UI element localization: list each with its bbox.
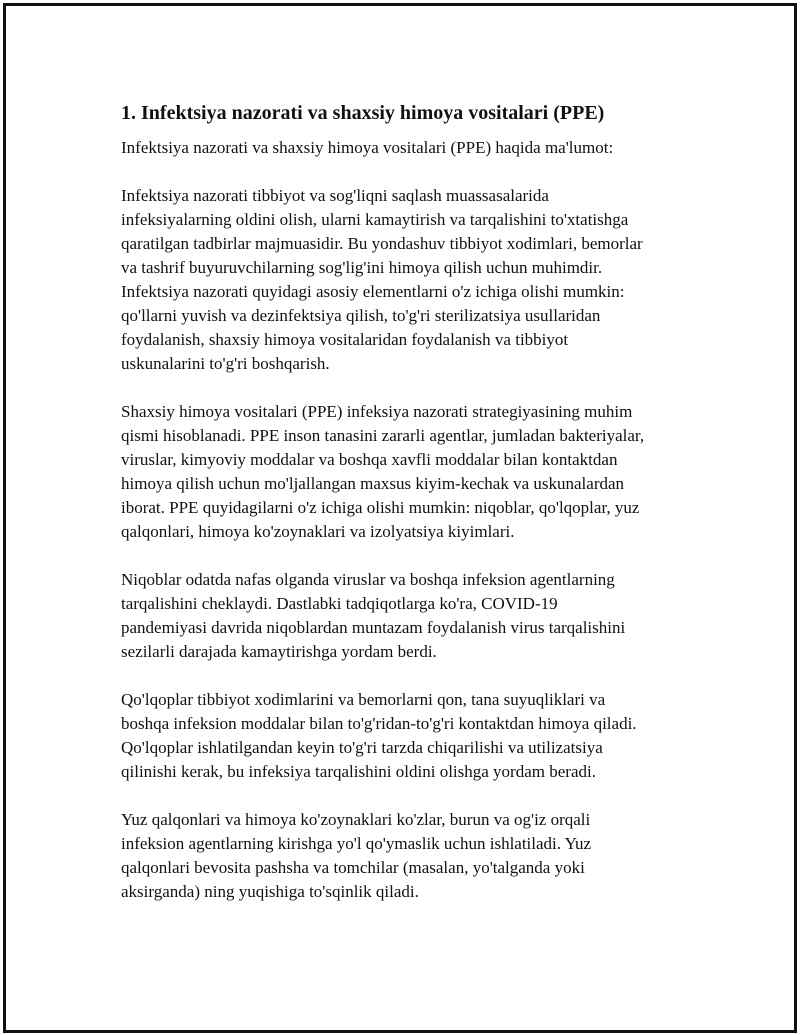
text-line: qalqonlari, himoya ko'zoynaklari va izolyatsiya kiyimlari. [121, 522, 515, 541]
text-line: Infektsiya nazorati quyidagi asosiy elementlarni o'z ichiga olishi mumkin: [121, 282, 625, 301]
paragraph-masks [121, 568, 701, 664]
text-line: aksirganda) ning yuqishiga to'sqinlik qiladi. [121, 882, 419, 901]
text-line: qalqonlari bevosita pashsha va tomchilar (masalan, yo'talganda yoki [121, 858, 585, 877]
paragraph-infection-control [121, 184, 701, 376]
paragraph-ppe [121, 400, 701, 544]
text-line: qismi hisoblanadi. PPE inson tanasini zararli agentlar, jumladan bakteriyalar, [121, 426, 645, 445]
text-line: uskunalarini to'g'ri boshqarish. [121, 354, 330, 373]
page-frame [3, 3, 797, 1033]
text-line: iborat. PPE quyidagilarni o'z ichiga olishi mumkin: niqoblar, qo'lqoplar, yuz [121, 498, 640, 517]
document-title: 1. Infektsiya nazorati va shaxsiy himoya vositalari (PPE) [121, 102, 605, 124]
text-line: foydalanish, shaxsiy himoya vositalaridan foydalanish va tibbiyot [121, 330, 569, 349]
document-body [121, 100, 701, 928]
text-line: Shaxsiy himoya vositalari (PPE) infeksiya nazorati strategiyasining muhim [121, 402, 633, 421]
text-line: sezilarli darajada kamaytirishga yordam berdi. [121, 642, 437, 661]
text-line: infeksion agentlarning kirishga yo'l qo'ymaslik uchun ishlatiladi. Yuz [121, 834, 592, 853]
text-line: Yuz qalqonlari va himoya ko'zoynaklari ko'zlar, burun va og'iz orqali [121, 810, 591, 829]
text-line: pandemiyasi davrida niqoblardan muntazam foydalanish virus tarqalishini [121, 618, 626, 637]
paragraph-face-shields [121, 808, 701, 904]
text-line: qilinishi kerak, bu infeksiya tarqalishini oldini olishga yordam beradi. [121, 762, 596, 781]
text-line: boshqa infeksion moddalar bilan to'g'ridan-to'g'ri kontaktdan himoya qiladi. [121, 714, 637, 733]
text-line: Qo'lqoplar ishlatilgandan keyin to'g'ri tarzda chiqarilishi va utilizatsiya [121, 738, 603, 757]
text-line: tarqalishini cheklaydi. Dastlabki tadqiqotlarga ko'ra, COVID-19 [121, 594, 558, 613]
text-line: himoya qilish uchun mo'ljallangan maxsus kiyim-kechak va uskunalardan [121, 474, 625, 493]
text-line: Infektsiya nazorati tibbiyot va sog'liqni saqlash muassasalarida [121, 186, 549, 205]
text-line: va tashrif buyuruvchilarning sog'lig'ini himoya qilish uchun muhimdir. [121, 258, 603, 277]
paragraph-gloves [121, 688, 701, 784]
text-line: infeksiyalarning oldini olish, ularni kamaytirish va tarqalishini to'xtatishga [121, 210, 629, 229]
text-line: viruslar, kimyoviy moddalar va boshqa xavfli moddalar bilan kontaktdan [121, 450, 618, 469]
text-line: Niqoblar odatda nafas olganda viruslar va boshqa infeksion agentlarning [121, 570, 615, 589]
intro-text: Infektsiya nazorati va shaxsiy himoya vositalari (PPE) haqida ma'lumot: [121, 138, 614, 157]
text-line: qaratilgan tadbirlar majmuasidir. Bu yondashuv tibbiyot xodimlari, bemorlar [121, 234, 643, 253]
text-line: Qo'lqoplar tibbiyot xodimlarini va bemorlarni qon, tana suyuqliklari va [121, 690, 606, 709]
text-line: qo'llarni yuvish va dezinfektsiya qilish, to'g'ri sterilizatsiya usullaridan [121, 306, 601, 325]
